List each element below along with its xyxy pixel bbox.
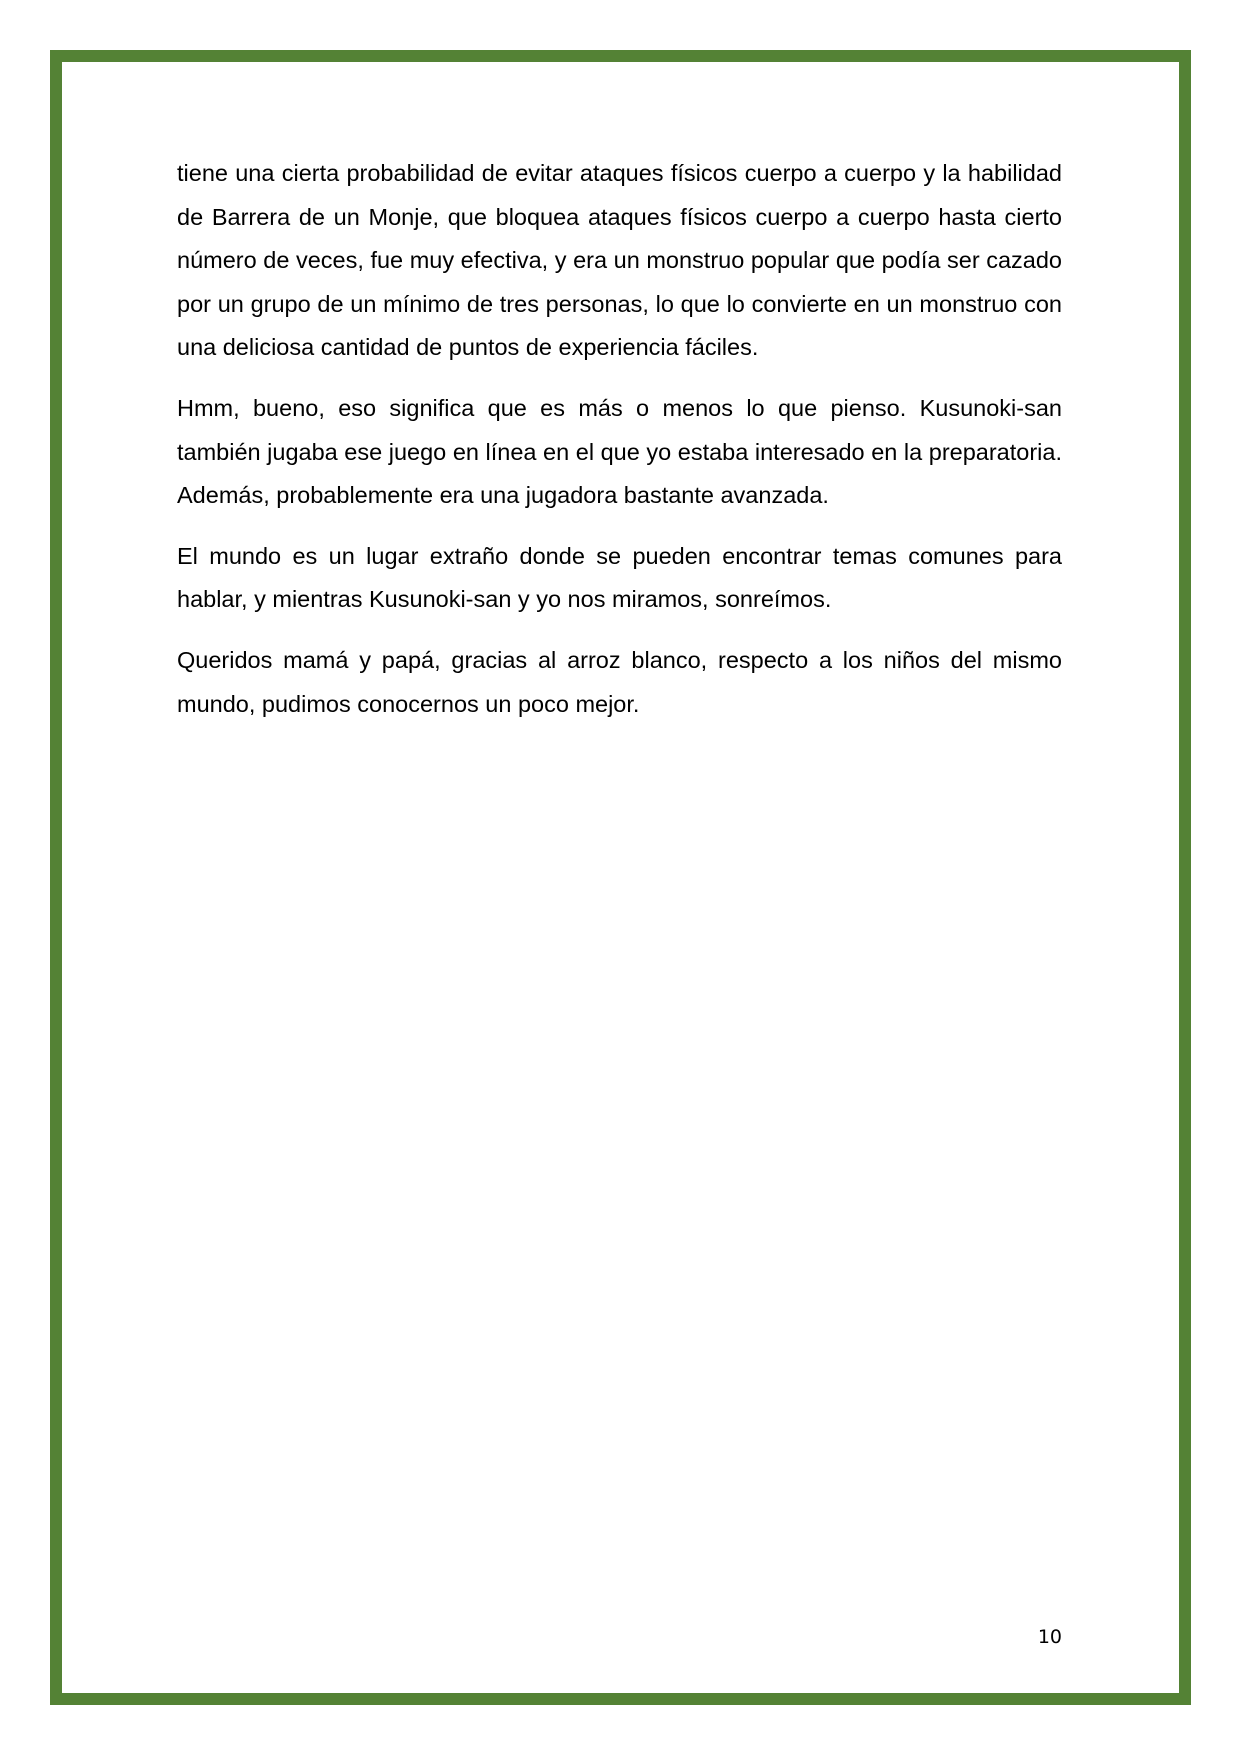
paragraph: El mundo es un lugar extraño donde se pueden encontrar temas comunes para hablar, y mientras Kusunoki-san y yo nos miramos, sonreímos. (177, 542, 1062, 613)
paragraph: Queridos mamá y papá, gracias al arroz blanco, respecto a los niños del mismo mundo, pudimos conocernos un poco mejor. (177, 646, 1062, 717)
page-number: 10 (1037, 1626, 1062, 1648)
paragraph: tiene una cierta probabilidad de evitar ataques físicos cuerpo a cuerpo y la habilidad de Barrera de un Monje, que bloquea ataques físicos cuerpo a cuerpo hasta cierto número de veces, fue muy efectiva, y era un monstruo popular que podía ser cazado por un grupo de un mínimo de tres personas, lo que lo convierte en un monstruo con una deliciosa cantidad de puntos de experiencia fáciles. (177, 160, 1062, 361)
document-body (177, 152, 1062, 743)
paragraph: Hmm, bueno, eso significa que es más o menos lo que pienso. Kusunoki-san también jugaba ese juego en línea en el que yo estaba interesado en la preparatoria. Además, probablemente era una jugadora bastante avanzada. (177, 394, 1062, 509)
